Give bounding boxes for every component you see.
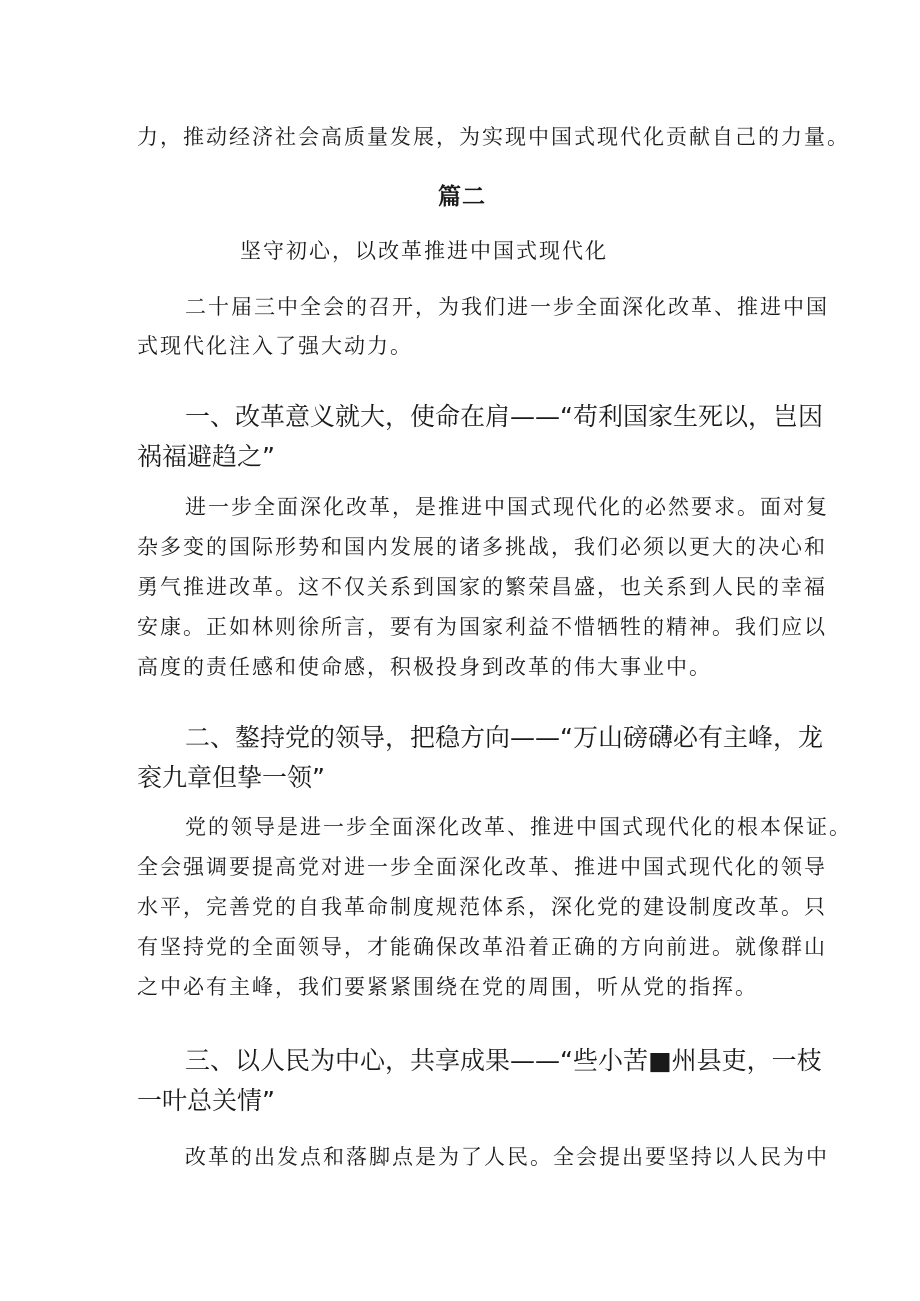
body-line: 进一步全面深化改革，是推进中国式现代化的必然要求。面对复 [185, 495, 829, 519]
body-line: 水平，完善党的自我革命制度规范体系，深化党的建设制度改革。只 [137, 895, 827, 919]
body-line: 高度的责任感和使命感，积极投身到改革的伟大事业中。 [137, 655, 712, 679]
carryover-line: 力，推动经济社会高质量发展，为实现中国式现代化贡献自己的力量。 [137, 125, 850, 149]
body-line: 改革的出发点和落脚点是为了人民。全会提出要坚持以人民为中 [185, 1145, 829, 1169]
section-heading: 三、以人民为中心，共享成果——“些小苦■州县吏，一枝 [185, 1046, 822, 1075]
intro-line: 二十届三中全会的召开，为我们进一步全面深化改革、推进中国 [185, 295, 829, 319]
body-line: 安康。正如林则徐所言，要有为国家利益不惜牺牲的精神。我们应以 [137, 615, 827, 639]
body-line: 有坚持党的全面领导，才能确保改革沿着正确的方向前进。就像群山 [137, 935, 827, 959]
body-line: 勇气推进改革。这不仅关系到国家的繁荣昌盛，也关系到人民的幸福 [137, 575, 827, 599]
section-heading: 一叶总关情” [137, 1086, 275, 1115]
section-title: 篇二 [438, 183, 486, 210]
section-heading: 一、改革意义就大，使命在肩——“苟利国家生死以，岂因 [185, 402, 823, 431]
body-line: 杂多变的国际形势和国内发展的诸多挑战，我们必须以更大的决心和 [137, 535, 827, 559]
body-line: 党的领导是进一步全面深化改革、推进中国式现代化的根本保证。 [185, 815, 852, 839]
body-line: 全会强调要提高党对进一步全面深化改革、推进中国式现代化的领导 [137, 855, 827, 879]
body-line: 之中必有主峰，我们要紧紧围绕在党的周围，听从党的指挥。 [137, 975, 758, 999]
section-heading: 衮九章但挚一领” [137, 763, 325, 792]
subtitle: 坚守初心，以改革推进中国式现代化 [240, 239, 608, 263]
intro-line: 式现代化注入了强大动力。 [137, 334, 413, 358]
section-heading: 祸福避趋之” [137, 442, 275, 471]
section-heading: 二、鏊持党的领导，把稳方向——“万山磅礴必有主峰，龙 [185, 723, 823, 752]
